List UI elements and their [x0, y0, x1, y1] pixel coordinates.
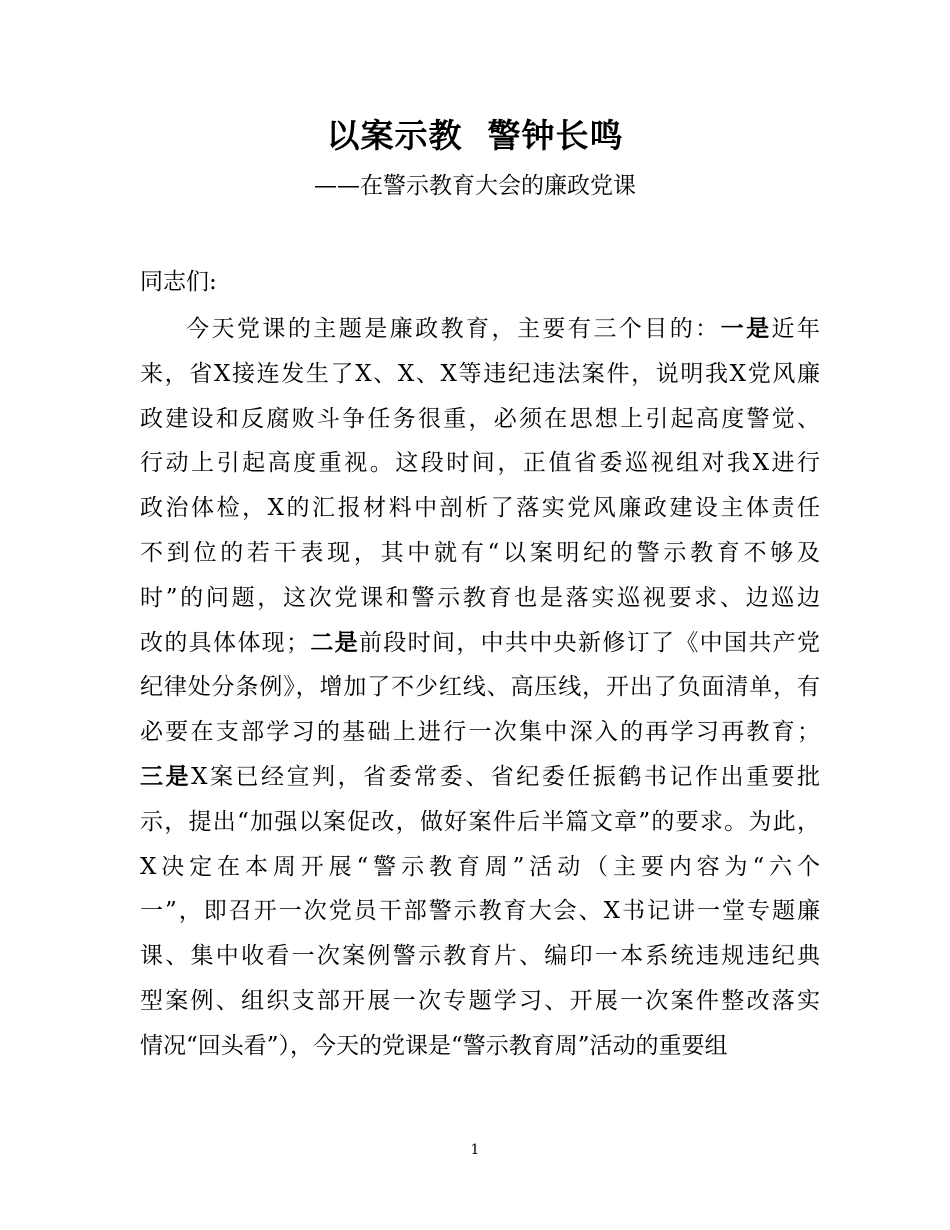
text-run: 一”，即召开一次党员干部警示教育大会、X书记讲一堂专题廉	[140, 898, 820, 925]
text-line	[140, 1024, 820, 1069]
document-subtitle: ——在警示教育大会的廉政党课	[314, 173, 636, 199]
text-run: 前段时间，中共中央新修订了《中国共产党	[359, 629, 821, 656]
text-line	[140, 352, 820, 397]
text-run: 近年	[771, 316, 821, 342]
text-line	[140, 441, 820, 486]
text-run: X案已经宣判，省委常委、省纪委任振鹤书记作出重要批	[191, 763, 821, 790]
text-line	[140, 845, 820, 890]
document-title: 以案示教 警钟长鸣	[326, 116, 624, 155]
text-run: 纪律处分条例》，增加了不少红线、高压线，开出了负面清单，有	[140, 674, 820, 701]
text-run: 改的具体体现；	[140, 629, 309, 656]
text-run: 今天党课的主题是廉政教育，主要有三个目的：	[186, 316, 721, 342]
text-line	[140, 800, 820, 845]
page-number: 1	[470, 1142, 480, 1158]
text-line	[140, 710, 820, 755]
text-run: X决定在本周开展“警示教育周”活动（主要内容为“六个	[140, 853, 820, 880]
text-line	[140, 934, 820, 979]
text-run: 必要在支部学习的基础上进行一次集中深入的再学习再教育；	[140, 719, 820, 746]
text-run: 不到位的若干表现，其中就有“以案明纪的警示教育不够及	[140, 539, 820, 566]
text-run: 课、集中收看一次案例警示教育片、编印一本系统违规违纪典	[140, 943, 820, 970]
text-run: 行动上引起高度重视。这段时间，正值省委巡视组对我X进行	[140, 450, 820, 477]
text-line	[140, 755, 820, 800]
greeting: 同志们:	[140, 269, 217, 295]
text-run: 来，省X接连发生了X、X、X等违纪违法案件，说明我X党风廉	[140, 360, 820, 387]
text-line	[140, 397, 820, 442]
text-line	[140, 979, 820, 1024]
text-run: 时”的问题，这次党课和警示教育也是落实巡视要求、边巡边	[140, 584, 820, 611]
emphasis-text: 三是	[140, 763, 192, 790]
emphasis-text: 一是	[720, 316, 772, 342]
text-line	[140, 576, 820, 621]
text-line	[140, 486, 820, 531]
text-run: 政建设和反腐败斗争任务很重，必须在思想上引起高度警觉、	[140, 405, 820, 432]
text-line	[140, 531, 820, 576]
text-line	[140, 307, 820, 352]
text-run: 型案例、组织支部开展一次专题学习、开展一次案件整改落实	[140, 987, 820, 1014]
text-run: 情况“回头看”），今天的党课是“警示教育周”活动的重要组	[140, 1032, 728, 1059]
text-line	[140, 621, 820, 666]
text-line	[140, 889, 820, 934]
emphasis-text: 二是	[309, 629, 359, 656]
text-run: 政治体检，X的汇报材料中剖析了落实党风廉政建设主体责任	[140, 495, 820, 522]
text-run: 示，提出“加强以案促改，做好案件后半篇文章”的要求。为此，	[140, 808, 820, 835]
text-line	[140, 665, 820, 710]
body-paragraph	[140, 307, 820, 1069]
